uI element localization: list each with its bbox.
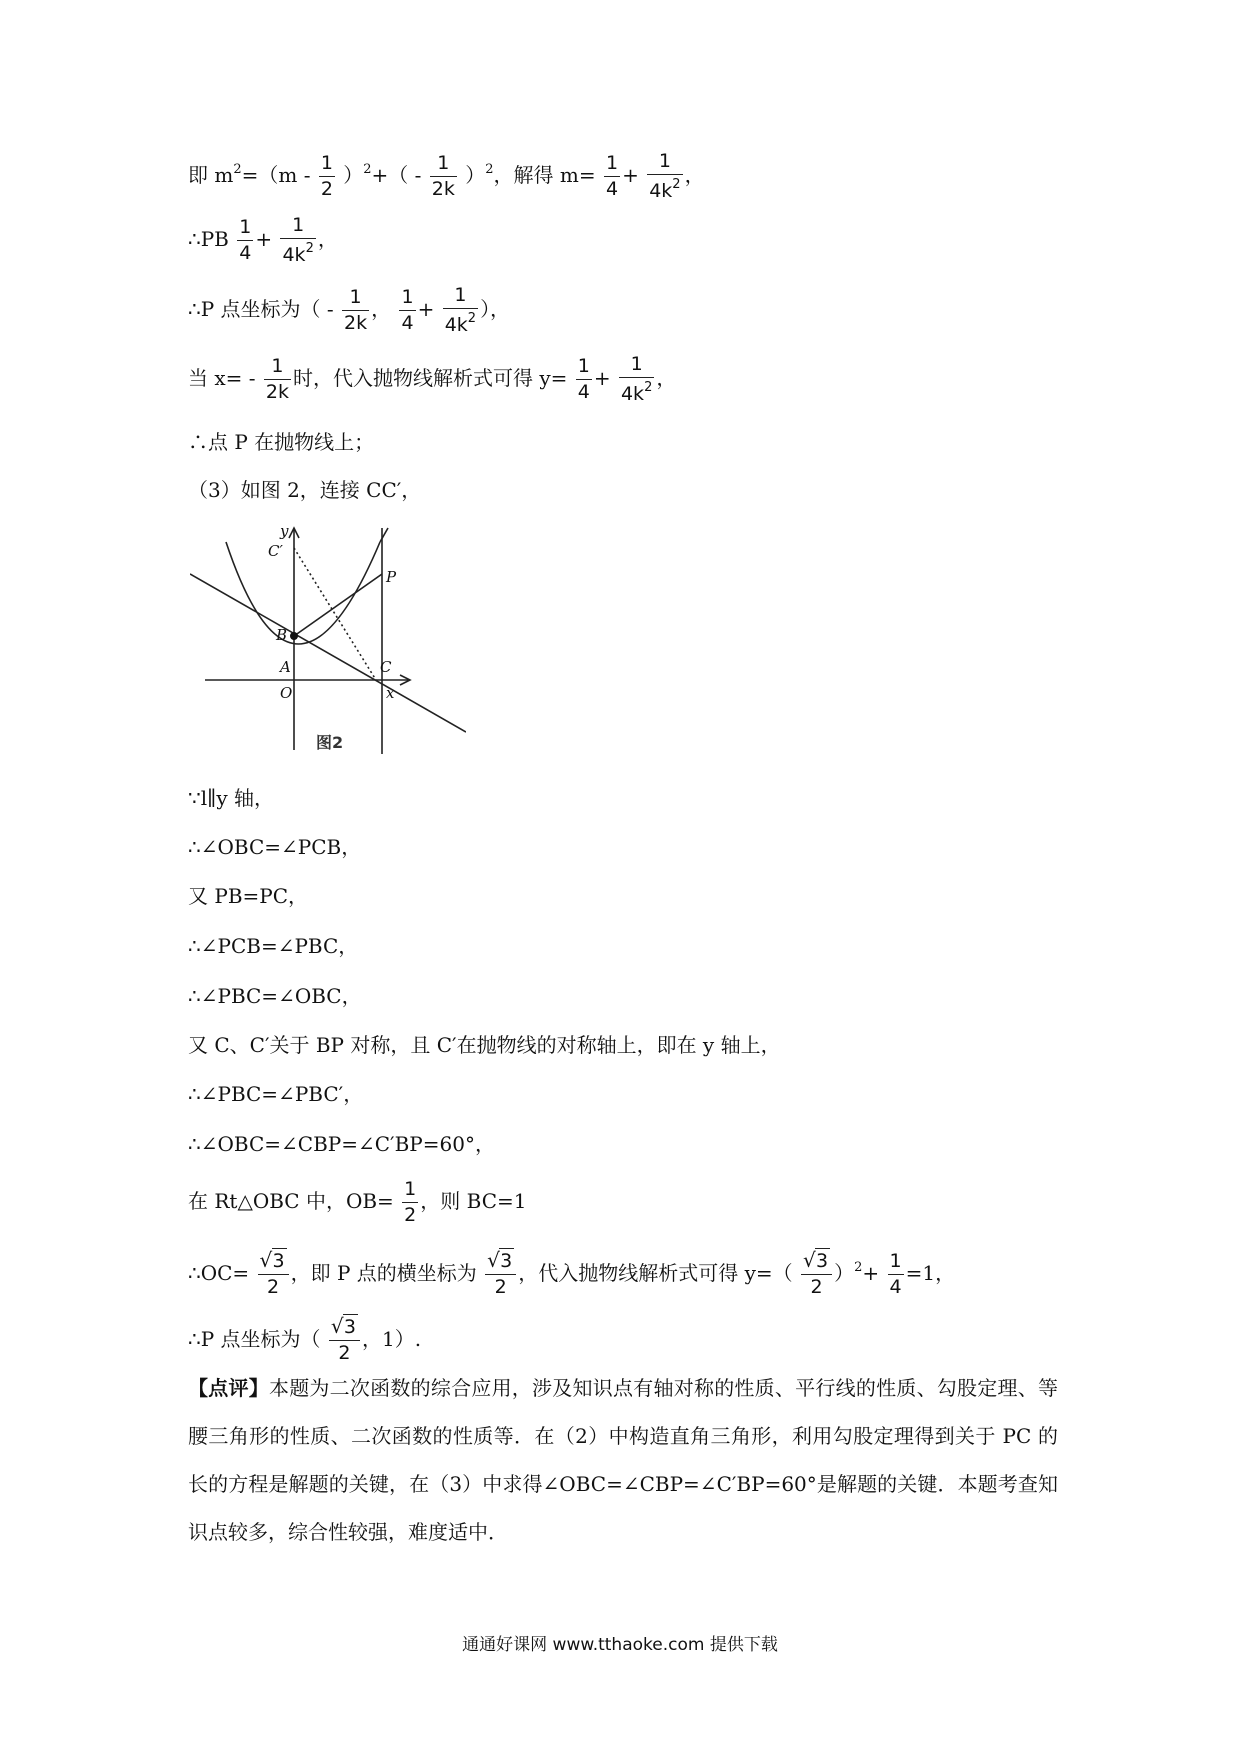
equation-line-2: ∴PB $\frac{1}{4}$ + $\frac{1}{4k^2}$ ，	[188, 214, 338, 266]
segment-bp	[294, 574, 382, 636]
text-line-10: ∴∠PCB=∠PBC，	[188, 934, 359, 958]
text-line-6: （3）如图 2，连接 CC′，	[188, 478, 422, 502]
fraction-half: $\frac{1}{2}$	[320, 152, 333, 200]
parabola-diagram	[190, 522, 466, 762]
label-c: C	[380, 658, 392, 676]
text-line-12: 又 C、C′关于 BP 对称，且 C′在抛物线的对称轴上，即在 y 轴上，	[188, 1033, 781, 1057]
text-line-7: ∵l∥y 轴，	[188, 786, 275, 810]
comment-text: 本题为二次函数的综合应用，涉及知识点有轴对称的性质、平行线的性质、勾股定理、等腰三角形的性质、二次函数的性质等．在（2）中构造直角三角形，利用勾股定理得到关于 PC 的长的方程是解题的关键，在（3）中求得∠OBC=∠CBP=∠C′BP=60°是解题的关键．本题考查知识点较多，综合性较强，难度适中．	[188, 1376, 1059, 1544]
comment-tag: 【点评】	[188, 1376, 269, 1400]
comment-paragraph	[188, 1364, 1058, 1556]
text-line-13: ∴∠PBC=∠PBC′，	[188, 1082, 364, 1106]
segment-cc-prime	[294, 548, 376, 680]
point-b	[290, 632, 298, 640]
line-bc	[190, 574, 466, 732]
equation-line-15: 在 Rt△OBC 中，OB= $\frac{1}{2}$ ，则 BC=1	[188, 1178, 527, 1226]
figure-caption: 图2	[316, 733, 344, 752]
footer-text: 通通好课网 www.tthaoke.com 提供下载	[462, 1635, 778, 1655]
label-o: O	[280, 684, 293, 702]
equation-line-1: 即 $m^2=(m$ - $\frac{1}{2}$ ）$^2$+（ - $\frac{1}{2k}$ ）$^2$，解得 m= $\frac{1}{4}$ + $\frac{1}{4k^2}$ ，	[188, 150, 705, 202]
label-a: A	[280, 658, 291, 676]
label-b: B	[276, 626, 288, 644]
label-p: P	[386, 568, 397, 586]
label-c-prime: C′	[268, 542, 283, 560]
text-line-9: 又 PB=PC，	[188, 884, 309, 908]
fraction-1-over-4k2: $\frac{1}{4k^2}$	[649, 150, 681, 202]
label-y: y	[280, 522, 289, 540]
equation-line-3: ∴P 点坐标为（ - $\frac{1}{2k}$ ， $\frac{1}{4}$ + $\frac{1}{4k^2}$ ），	[188, 284, 511, 336]
label-x: x	[386, 684, 395, 702]
text-line-14: ∴∠OBC=∠CBP=∠C′BP=60°，	[188, 1132, 495, 1156]
text-line-5: ∴点 P 在抛物线上；	[188, 430, 375, 454]
equation-line-17: ∴P 点坐标为（ √ 3 2 ，1）.	[188, 1314, 422, 1364]
equation-line-16: ∴OC= √ 3 2 ，即 P 点的横坐标为 √ 3 2 ，代入抛物线解析式可得 y=（ √ 3 2 ）$^2$+ $\frac{1}{4}$ =1，	[188, 1248, 956, 1298]
figure-2	[190, 522, 466, 762]
fraction-sqrt3-over-2: √ 3 2	[258, 1252, 289, 1297]
fraction-quarter: $\frac{1}{4}$	[605, 152, 619, 200]
text-line-11: ∴∠PBC=∠OBC，	[188, 984, 362, 1008]
equation-line-4: 当 x= - $\frac{1}{2k}$ 时，代入抛物线解析式可得 y= $\frac{1}{4}$ + $\frac{1}{4k^2}$ ，	[188, 353, 677, 405]
text-line-8: ∴∠OBC=∠PCB，	[188, 835, 362, 859]
fraction-1-over-2k: $\frac{1}{2k}$	[431, 152, 455, 200]
